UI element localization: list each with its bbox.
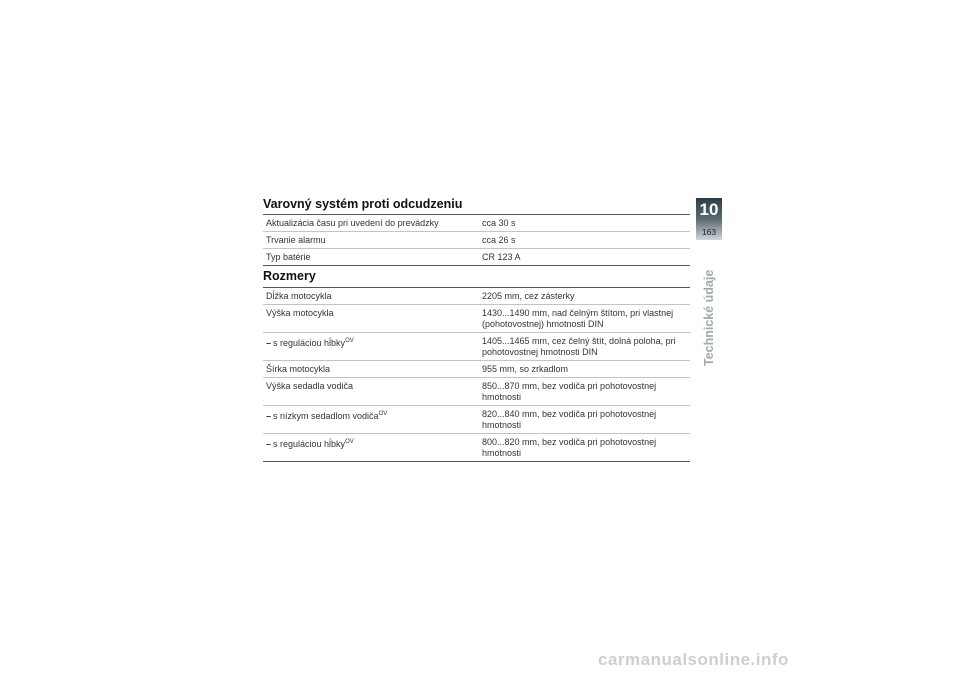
spec-label: Šírka motocykla [263,361,476,378]
spec-value: 1405...1465 mm, cez čelný štít, dolná poloha, pri pohotovostnej hmotnosti DIN [476,333,690,361]
anti-theft-spec-table [263,214,690,266]
option-marker: OV [345,338,354,344]
dimensions-spec-table [263,287,690,462]
chapter-title-vertical: Technické údaje [702,270,716,367]
spec-label: Typ batérie [263,249,476,266]
dash-bullet: – [266,411,272,421]
chapter-number: 10 [699,200,719,219]
page-number: 163 [701,227,717,237]
spec-label-text: s nízkym sedadlom vodiča [273,411,379,421]
spec-label: Výška motocykla [263,305,476,333]
spec-sublabel [263,434,476,462]
spec-label: Dĺžka motocykla [263,288,476,305]
watermark: carmanualsonline.info [598,650,789,669]
spec-label-text: s reguláciou hĺbky [273,338,346,348]
spec-label-text: s reguláciou hĺbky [273,439,346,449]
spec-value: 1430...1490 mm, nad čelným štítom, pri vlastnej (pohotovostnej) hmotnosti DIN [476,305,690,333]
spec-value: cca 30 s [476,215,690,232]
table-row [263,406,690,434]
option-marker: OV [345,439,354,445]
spec-value: 800...820 mm, bez vodiča pri pohotovostnej hmotnosti [476,434,690,462]
table-row [263,215,690,232]
table-row [263,361,690,378]
spec-value: 955 mm, so zrkadlom [476,361,690,378]
spec-value: 820...840 mm, bez vodiča pri pohotovostnej hmotnosti [476,406,690,434]
spec-sublabel [263,333,476,361]
spec-value: CR 123 A [476,249,690,266]
spec-value: cca 26 s [476,232,690,249]
dash-bullet: – [266,338,272,348]
table-row [263,288,690,305]
chapter-tab [696,198,722,240]
section-title-anti-theft: Varovný systém proti odcudzeniu [263,197,463,211]
table-row [263,378,690,406]
table-row [263,333,690,361]
spec-label: Výška sedadla vodiča [263,378,476,406]
section-title-dimensions: Rozmery [263,269,316,283]
table-row [263,434,690,462]
spec-label: Aktualizácia času pri uvedení do prevádzky [263,215,476,232]
spec-sublabel [263,406,476,434]
spec-value: 850...870 mm, bez vodiča pri pohotovostnej hmotnosti [476,378,690,406]
dash-bullet: – [266,439,272,449]
table-row [263,232,690,249]
spec-value: 2205 mm, cez zásterky [476,288,690,305]
table-row [263,249,690,266]
spec-label: Trvanie alarmu [263,232,476,249]
table-row [263,305,690,333]
option-marker: OV [378,411,388,417]
